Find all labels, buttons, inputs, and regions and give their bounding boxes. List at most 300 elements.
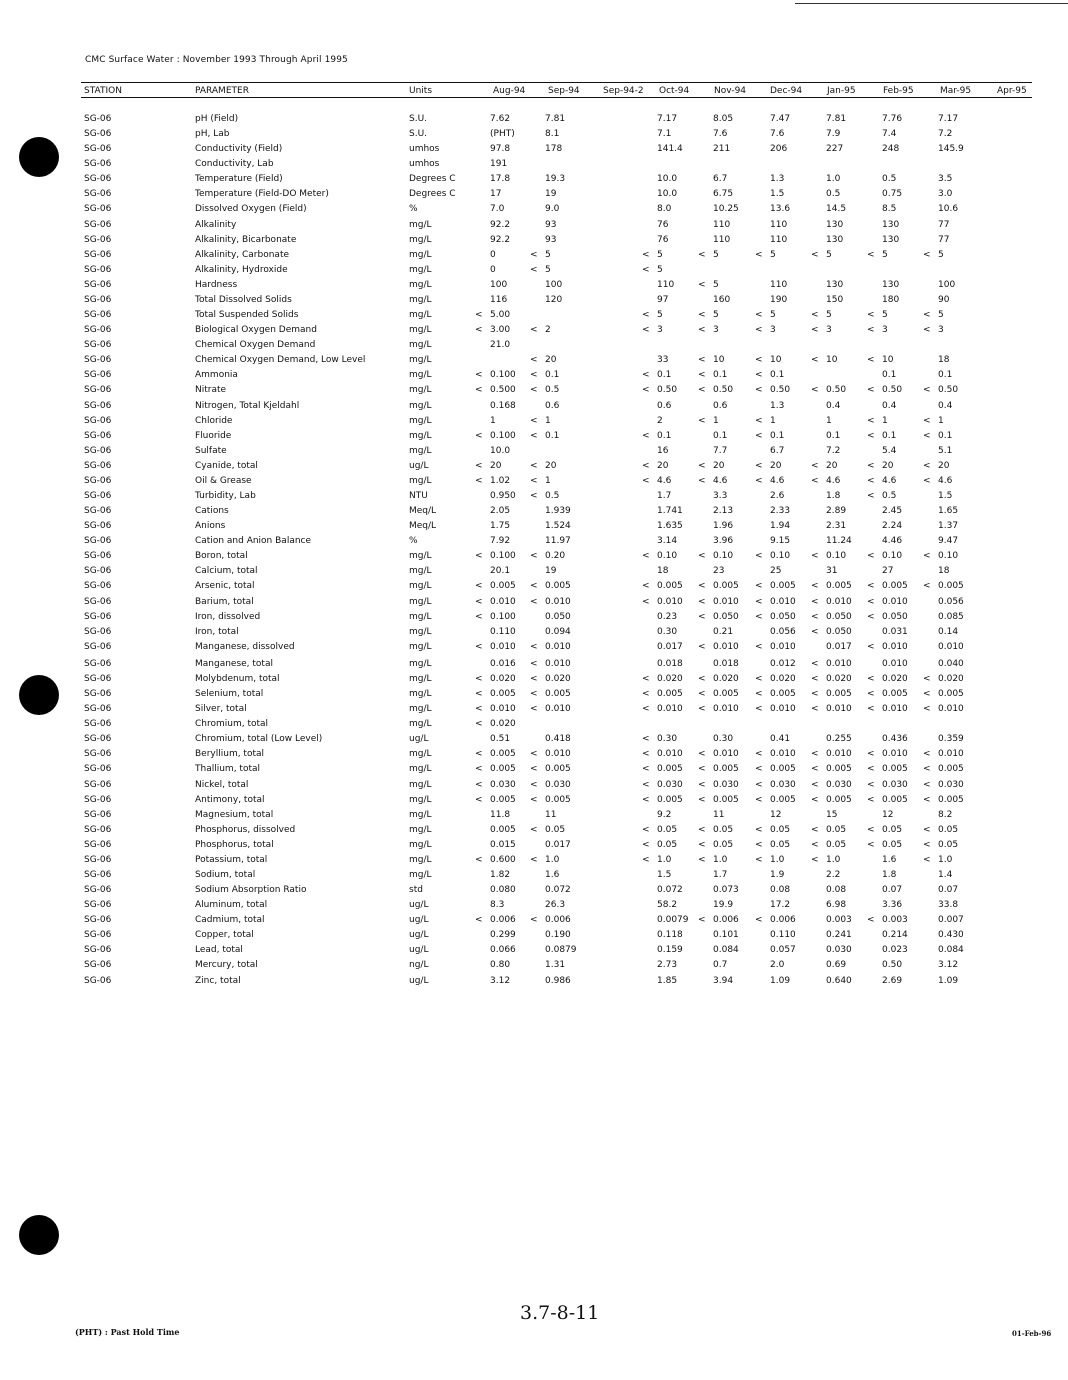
value-cell: 3 — [938, 325, 944, 336]
less-than-marker: < — [642, 310, 650, 321]
value-cell: 0.017 — [826, 641, 852, 652]
parameter-cell: pH, Lab — [195, 129, 230, 140]
less-than-marker: < — [475, 915, 483, 926]
station-cell: SG-06 — [84, 626, 112, 637]
value-cell: 1.8 — [826, 491, 841, 501]
units-cell: mg/L — [409, 809, 432, 820]
value-cell: 1.96 — [713, 521, 734, 532]
less-than-marker: < — [530, 596, 538, 607]
value-cell: 5 — [545, 264, 551, 275]
less-than-marker: < — [811, 460, 819, 471]
station-cell: SG-06 — [84, 174, 112, 185]
value-cell: 0.100 — [490, 551, 516, 562]
value-cell: 100 — [545, 279, 563, 290]
less-than-marker: < — [755, 430, 763, 441]
value-cell: 5 — [882, 249, 888, 260]
units-cell: mg/L — [409, 310, 432, 321]
value-cell: 5.00 — [490, 310, 511, 321]
value-cell: 0.017 — [657, 641, 683, 652]
value-cell: 7.2 — [826, 445, 841, 456]
value-cell: 1.65 — [938, 506, 959, 517]
units-cell: Degrees C — [409, 174, 456, 185]
less-than-marker: < — [698, 279, 706, 290]
value-cell: 0.050 — [770, 611, 796, 622]
value-cell: 1.85 — [657, 975, 678, 986]
units-cell: S.U. — [409, 114, 428, 124]
value-cell: 110 — [657, 279, 675, 290]
value-cell: 0.4 — [938, 400, 953, 411]
value-cell: 18 — [657, 566, 669, 577]
parameter-cell: Anions — [195, 521, 226, 532]
parameter-cell: Dissolved Oxygen (Field) — [195, 204, 307, 215]
units-cell: mg/L — [409, 566, 432, 577]
column-header: Units — [409, 86, 433, 96]
value-cell: 0.08 — [770, 885, 791, 896]
value-cell: 7.76 — [882, 114, 903, 124]
value-cell: 3.0 — [938, 189, 953, 200]
value-cell: 0.030 — [882, 779, 908, 790]
value-cell: 1.939 — [545, 506, 571, 517]
parameter-cell: Alkalinity, Hydroxide — [195, 264, 288, 275]
less-than-marker: < — [755, 915, 763, 926]
less-than-marker: < — [642, 673, 650, 684]
less-than-marker: < — [475, 385, 483, 396]
less-than-marker: < — [755, 824, 763, 835]
parameter-cell: Arsenic, total — [195, 581, 255, 592]
parameter-cell: Total Dissolved Solids — [195, 294, 292, 305]
less-than-marker: < — [698, 779, 706, 790]
value-cell: 0.005 — [490, 581, 516, 592]
value-cell: 33.8 — [938, 900, 959, 911]
less-than-marker: < — [475, 310, 483, 321]
station-cell: SG-06 — [84, 506, 112, 517]
units-cell: mg/L — [409, 430, 432, 441]
less-than-marker: < — [811, 310, 819, 321]
less-than-marker: < — [867, 764, 875, 775]
less-than-marker: < — [475, 673, 483, 684]
less-than-marker: < — [867, 915, 875, 926]
value-cell: 23 — [713, 566, 725, 577]
value-cell: 0.094 — [545, 626, 571, 637]
value-cell: 10 — [882, 355, 894, 366]
parameter-cell: Mercury, total — [195, 960, 258, 971]
less-than-marker: < — [867, 325, 875, 336]
value-cell: 0.010 — [882, 658, 908, 669]
station-cell: SG-06 — [84, 536, 112, 547]
less-than-marker: < — [923, 249, 931, 260]
less-than-marker: < — [698, 370, 706, 381]
value-cell: 7.81 — [545, 114, 566, 124]
less-than-marker: < — [755, 581, 763, 592]
less-than-marker: < — [867, 491, 875, 501]
value-cell: 1.4 — [938, 870, 953, 880]
value-cell: 3.00 — [490, 325, 511, 336]
station-cell: SG-06 — [84, 415, 112, 426]
value-cell: 0.50 — [938, 385, 959, 396]
parameter-cell: Alkalinity — [195, 219, 237, 230]
value-cell: 0.010 — [826, 749, 852, 760]
units-cell: mg/L — [409, 641, 432, 652]
less-than-marker: < — [811, 824, 819, 835]
value-cell: 110 — [713, 219, 731, 230]
value-cell: 0.75 — [882, 189, 903, 200]
units-cell: mg/L — [409, 596, 432, 607]
value-cell: 0.005 — [545, 581, 571, 592]
value-cell: 0.359 — [938, 734, 964, 745]
station-cell: SG-06 — [84, 611, 112, 622]
less-than-marker: < — [530, 689, 538, 700]
units-cell: mg/L — [409, 611, 432, 622]
units-cell: umhos — [409, 144, 440, 155]
value-cell: 1.02 — [490, 475, 511, 486]
punch-hole — [19, 137, 59, 177]
value-cell: 3.5 — [938, 174, 953, 185]
value-cell: 10 — [826, 355, 838, 366]
value-cell: 0.0079 — [657, 915, 689, 926]
value-cell: 1.94 — [770, 521, 791, 532]
less-than-marker: < — [867, 385, 875, 396]
value-cell: 0.005 — [770, 794, 796, 805]
less-than-marker: < — [811, 839, 819, 850]
less-than-marker: < — [755, 475, 763, 486]
value-cell: 10.6 — [938, 204, 959, 215]
value-cell: 0.010 — [770, 641, 796, 652]
value-cell: 130 — [882, 279, 900, 290]
value-cell: 2.89 — [826, 506, 847, 517]
station-cell: SG-06 — [84, 854, 112, 865]
units-cell: ug/L — [409, 930, 429, 941]
value-cell: 8.2 — [938, 809, 953, 820]
less-than-marker: < — [698, 325, 706, 336]
station-cell: SG-06 — [84, 264, 112, 275]
value-cell: 160 — [713, 294, 731, 305]
punch-hole — [19, 1215, 59, 1255]
value-cell: 1 — [826, 415, 832, 426]
value-cell: 0.012 — [770, 658, 796, 669]
station-cell: SG-06 — [84, 400, 112, 411]
value-cell: 3 — [657, 325, 663, 336]
value-cell: 0.500 — [490, 385, 516, 396]
value-cell: 0.21 — [713, 626, 734, 637]
less-than-marker: < — [698, 749, 706, 760]
station-cell: SG-06 — [84, 204, 112, 215]
less-than-marker: < — [923, 551, 931, 562]
parameter-cell: Cyanide, total — [195, 460, 258, 471]
value-cell: 6.98 — [826, 900, 847, 911]
column-header: Aug-94 — [493, 86, 526, 96]
value-cell: 11.8 — [490, 809, 511, 820]
units-cell: mg/L — [409, 581, 432, 592]
value-cell: 0.020 — [770, 673, 796, 684]
parameter-cell: Calcium, total — [195, 566, 258, 577]
less-than-marker: < — [867, 673, 875, 684]
less-than-marker: < — [475, 460, 483, 471]
value-cell: 130 — [882, 234, 900, 245]
value-cell: 0.159 — [657, 945, 683, 956]
value-cell: 0.010 — [826, 658, 852, 669]
less-than-marker: < — [867, 794, 875, 805]
value-cell: 0.05 — [713, 824, 734, 835]
value-cell: 8.5 — [882, 204, 897, 215]
value-cell: 2.33 — [770, 506, 791, 517]
value-cell: 10.0 — [657, 174, 678, 185]
value-cell: 9.2 — [657, 809, 672, 820]
less-than-marker: < — [923, 475, 931, 486]
less-than-marker: < — [755, 370, 763, 381]
less-than-marker: < — [530, 779, 538, 790]
value-cell: 7.62 — [490, 114, 511, 124]
station-cell: SG-06 — [84, 491, 112, 501]
station-cell: SG-06 — [84, 566, 112, 577]
less-than-marker: < — [698, 915, 706, 926]
station-cell: SG-06 — [84, 219, 112, 230]
value-cell: 0.986 — [545, 975, 571, 986]
less-than-marker: < — [755, 460, 763, 471]
value-cell: 4.6 — [826, 475, 841, 486]
station-cell: SG-06 — [84, 749, 112, 760]
less-than-marker: < — [475, 430, 483, 441]
less-than-marker: < — [811, 581, 819, 592]
value-cell: 20 — [770, 460, 782, 471]
value-cell: 5 — [713, 310, 719, 321]
station-cell: SG-06 — [84, 325, 112, 336]
less-than-marker: < — [811, 764, 819, 775]
value-cell: 5 — [938, 310, 944, 321]
value-cell: 0.5 — [545, 385, 560, 396]
value-cell: 77 — [938, 234, 950, 245]
less-than-marker: < — [698, 641, 706, 652]
value-cell: 18 — [938, 566, 950, 577]
value-cell: 2.2 — [826, 870, 841, 880]
less-than-marker: < — [642, 779, 650, 790]
less-than-marker: < — [923, 824, 931, 835]
units-cell: ug/L — [409, 915, 429, 926]
parameter-cell: Phosphorus, total — [195, 839, 274, 850]
value-cell: 3.12 — [938, 960, 959, 971]
value-cell: 0.006 — [545, 915, 571, 926]
value-cell: 3.94 — [713, 975, 734, 986]
less-than-marker: < — [475, 764, 483, 775]
value-cell: 1.3 — [770, 400, 785, 411]
station-cell: SG-06 — [84, 430, 112, 441]
value-cell: 130 — [826, 219, 844, 230]
less-than-marker: < — [642, 824, 650, 835]
value-cell: 5 — [882, 310, 888, 321]
value-cell: 0.010 — [713, 749, 739, 760]
value-cell: 0.031 — [882, 626, 908, 637]
value-cell: 26.3 — [545, 900, 566, 911]
value-cell: 0.10 — [882, 551, 903, 562]
station-cell: SG-06 — [84, 294, 112, 305]
value-cell: 3 — [770, 325, 776, 336]
less-than-marker: < — [867, 596, 875, 607]
value-cell: 0.1 — [770, 430, 785, 441]
value-cell: 0.005 — [882, 581, 908, 592]
units-cell: mg/L — [409, 824, 432, 835]
value-cell: 31 — [826, 566, 838, 577]
value-cell: 0.030 — [770, 779, 796, 790]
value-cell: 120 — [545, 294, 563, 305]
less-than-marker: < — [755, 704, 763, 715]
value-cell: 0.10 — [938, 551, 959, 562]
value-cell: 1.0 — [826, 174, 841, 185]
value-cell: 0.005 — [490, 689, 516, 700]
value-cell: 0.030 — [826, 945, 852, 956]
parameter-cell: Cations — [195, 506, 229, 517]
less-than-marker: < — [530, 764, 538, 775]
value-cell: 2.69 — [882, 975, 903, 986]
units-cell: mg/L — [409, 704, 432, 715]
station-cell: SG-06 — [84, 114, 112, 124]
units-cell: mg/L — [409, 551, 432, 562]
value-cell: 110 — [713, 234, 731, 245]
value-cell: 0.005 — [713, 764, 739, 775]
value-cell: 0.003 — [826, 915, 852, 926]
value-cell: 0.005 — [770, 689, 796, 700]
value-cell: 5 — [713, 249, 719, 260]
value-cell: 7.17 — [657, 114, 678, 124]
value-cell: 1.3 — [770, 174, 785, 185]
value-cell: 0.1 — [882, 430, 897, 441]
station-cell: SG-06 — [84, 809, 112, 820]
value-cell: 0.30 — [657, 734, 678, 745]
parameter-cell: Sodium, total — [195, 870, 256, 880]
parameter-cell: Alkalinity, Carbonate — [195, 249, 290, 260]
value-cell: 5 — [826, 310, 832, 321]
value-cell: 3 — [713, 325, 719, 336]
parameter-cell: Phosphorus, dissolved — [195, 824, 296, 835]
less-than-marker: < — [642, 430, 650, 441]
less-than-marker: < — [642, 854, 650, 865]
value-cell: 0.005 — [938, 689, 964, 700]
value-cell: 180 — [882, 294, 900, 305]
value-cell: 5 — [657, 264, 663, 275]
parameter-cell: Potassium, total — [195, 854, 268, 865]
value-cell: 0.010 — [826, 596, 852, 607]
parameter-cell: Cation and Anion Balance — [195, 536, 312, 547]
value-cell: 0.005 — [770, 764, 796, 775]
value-cell: 1 — [770, 415, 776, 426]
value-cell: 1.6 — [545, 870, 560, 880]
less-than-marker: < — [642, 370, 650, 381]
value-cell: 190 — [770, 294, 788, 305]
units-cell: mg/L — [409, 870, 432, 880]
value-cell: 206 — [770, 144, 788, 155]
value-cell: 0.08 — [826, 885, 847, 896]
station-cell: SG-06 — [84, 129, 112, 140]
parameter-cell: Chromium, total (Low Level) — [195, 734, 323, 745]
value-cell: 1.6 — [882, 854, 897, 865]
value-cell: 1.09 — [938, 975, 959, 986]
less-than-marker: < — [475, 596, 483, 607]
less-than-marker: < — [530, 355, 538, 366]
value-cell: 191 — [490, 159, 508, 170]
value-cell: 0.05 — [545, 824, 566, 835]
value-cell: 0.005 — [938, 794, 964, 805]
parameter-cell: Magnesium, total — [195, 809, 274, 820]
less-than-marker: < — [755, 355, 763, 366]
value-cell: 76 — [657, 219, 669, 230]
less-than-marker: < — [642, 581, 650, 592]
parameter-cell: Beryllium, total — [195, 749, 265, 760]
value-cell: 0.50 — [713, 385, 734, 396]
value-cell: 1.82 — [490, 870, 511, 880]
less-than-marker: < — [698, 764, 706, 775]
less-than-marker: < — [923, 325, 931, 336]
value-cell: 14.5 — [826, 204, 847, 215]
less-than-marker: < — [755, 794, 763, 805]
value-cell: 0.010 — [770, 704, 796, 715]
value-cell: 0.010 — [490, 641, 516, 652]
value-cell: 6.7 — [713, 174, 728, 185]
value-cell: 0.007 — [938, 915, 964, 926]
value-cell: 0.430 — [938, 930, 964, 941]
station-cell: SG-06 — [84, 975, 112, 986]
less-than-marker: < — [811, 611, 819, 622]
units-cell: mg/L — [409, 370, 432, 381]
value-cell: 7.6 — [770, 129, 785, 140]
value-cell: 0.110 — [490, 626, 516, 637]
value-cell: 150 — [826, 294, 844, 305]
less-than-marker: < — [530, 249, 538, 260]
less-than-marker: < — [530, 854, 538, 865]
station-cell: SG-06 — [84, 234, 112, 245]
parameter-cell: Manganese, dissolved — [195, 641, 295, 652]
value-cell: 90 — [938, 294, 950, 305]
less-than-marker: < — [811, 749, 819, 760]
value-cell: 20 — [826, 460, 838, 471]
value-cell: 0.005 — [490, 764, 516, 775]
value-cell: 0.003 — [882, 915, 908, 926]
less-than-marker: < — [811, 794, 819, 805]
less-than-marker: < — [755, 641, 763, 652]
value-cell: 0.005 — [713, 794, 739, 805]
value-cell: 7.2 — [938, 129, 953, 140]
less-than-marker: < — [755, 764, 763, 775]
value-cell: 17.8 — [490, 174, 511, 185]
value-cell: 0.005 — [770, 581, 796, 592]
value-cell: 0.005 — [826, 689, 852, 700]
value-cell: 33 — [657, 355, 669, 366]
value-cell: 4.46 — [882, 536, 903, 547]
parameter-cell: Copper, total — [195, 930, 254, 941]
value-cell: 0.030 — [490, 779, 516, 790]
value-cell: 0.168 — [490, 400, 516, 411]
less-than-marker: < — [811, 475, 819, 486]
units-cell: mg/L — [409, 673, 432, 684]
less-than-marker: < — [811, 673, 819, 684]
less-than-marker: < — [867, 689, 875, 700]
less-than-marker: < — [923, 581, 931, 592]
value-cell: 3.3 — [713, 491, 728, 501]
less-than-marker: < — [923, 430, 931, 441]
parameter-cell: Iron, dissolved — [195, 611, 261, 622]
less-than-marker: < — [475, 325, 483, 336]
value-cell: 0.010 — [490, 704, 516, 715]
value-cell: 0.1 — [938, 370, 953, 381]
value-cell: 1 — [938, 415, 944, 426]
value-cell: 0.005 — [713, 689, 739, 700]
less-than-marker: < — [530, 475, 538, 486]
less-than-marker: < — [698, 673, 706, 684]
value-cell: 19.3 — [545, 174, 566, 185]
value-cell: 0.20 — [545, 551, 566, 562]
value-cell: 1.37 — [938, 521, 959, 532]
less-than-marker: < — [475, 581, 483, 592]
value-cell: 3.14 — [657, 536, 678, 547]
value-cell: 0.030 — [938, 779, 964, 790]
value-cell: 211 — [713, 144, 731, 155]
